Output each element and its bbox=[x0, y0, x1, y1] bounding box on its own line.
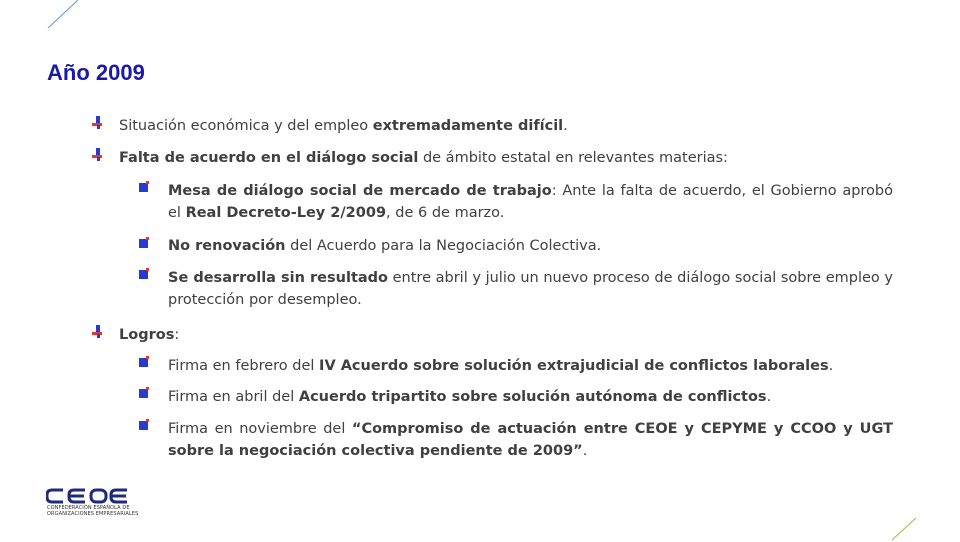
list-item bbox=[119, 115, 899, 137]
bold-text: Falta de acuerdo en el diálogo social bbox=[119, 150, 419, 166]
text-run: , de 6 de marzo. bbox=[386, 205, 505, 221]
text-run: : bbox=[174, 327, 180, 343]
bold-text: “Compromiso de actuación entre CEOE y CEPYME y CCOO y UGT sobre la negociación colectiva pendiente de 2009” bbox=[168, 421, 893, 459]
bold-text: Mesa de diálogo social de mercado de trabajo bbox=[168, 183, 552, 199]
logo-subtitle: CONFEDERACIÓN ESPAÑOLA DE ORGANIZACIONES EMPRESARIALES bbox=[47, 505, 139, 517]
arrow-bullet-icon bbox=[92, 148, 104, 162]
list-item bbox=[168, 180, 893, 224]
bold-text: extremadamente difícil bbox=[372, 118, 564, 134]
list-item bbox=[168, 267, 893, 311]
text-run: Firma en abril del bbox=[168, 389, 299, 405]
text-run: Firma en noviembre del bbox=[168, 421, 352, 437]
decorative-line-bottom-right bbox=[890, 516, 920, 542]
square-bullet-icon bbox=[139, 268, 151, 280]
text-run: entre abril y julio un nuevo proceso de diálogo social sobre empleo y protección por desempleo. bbox=[168, 270, 893, 308]
square-bullet-icon bbox=[139, 181, 151, 193]
text-run: Firma en febrero del bbox=[168, 358, 320, 374]
square-bullet-icon bbox=[139, 237, 151, 249]
text-run: de ámbito estatal en relevantes materias: bbox=[418, 150, 728, 166]
text-run: : Ante la falta de acuerdo, el Gobierno aprobó el bbox=[168, 183, 893, 221]
list-item bbox=[119, 147, 899, 169]
square-bullet-icon bbox=[139, 356, 151, 368]
page-title: Año 2009 bbox=[47, 60, 145, 85]
bold-text: IV Acuerdo sobre solución extrajudicial de conflictos laborales bbox=[319, 358, 829, 374]
decorative-line-top-left bbox=[44, 0, 80, 30]
bold-text: Acuerdo tripartito sobre solución autónoma de conflictos bbox=[298, 389, 767, 405]
text-run: . bbox=[563, 118, 568, 134]
list-item bbox=[168, 235, 893, 257]
text-run: . bbox=[766, 389, 772, 405]
arrow-bullet-icon bbox=[92, 116, 104, 130]
square-bullet-icon bbox=[139, 419, 151, 431]
bold-text: Logros bbox=[119, 327, 175, 343]
square-bullet-icon bbox=[139, 387, 151, 399]
text-run: . bbox=[582, 443, 588, 459]
bold-text: Real Decreto-Ley 2/2009 bbox=[185, 205, 387, 221]
text-run: del Acuerdo para la Negociación Colectiva. bbox=[285, 238, 602, 254]
bold-text: Se desarrolla sin resultado bbox=[168, 270, 388, 286]
list-item bbox=[168, 418, 893, 462]
text-run: . bbox=[828, 358, 834, 374]
list-item bbox=[168, 355, 893, 377]
arrow-bullet-icon bbox=[92, 325, 104, 339]
list-item bbox=[168, 386, 893, 408]
list-item bbox=[119, 324, 899, 346]
ceoe-logo bbox=[46, 488, 128, 504]
bold-text: No renovación bbox=[168, 238, 286, 254]
text-run: Situación económica y del empleo bbox=[119, 118, 373, 134]
